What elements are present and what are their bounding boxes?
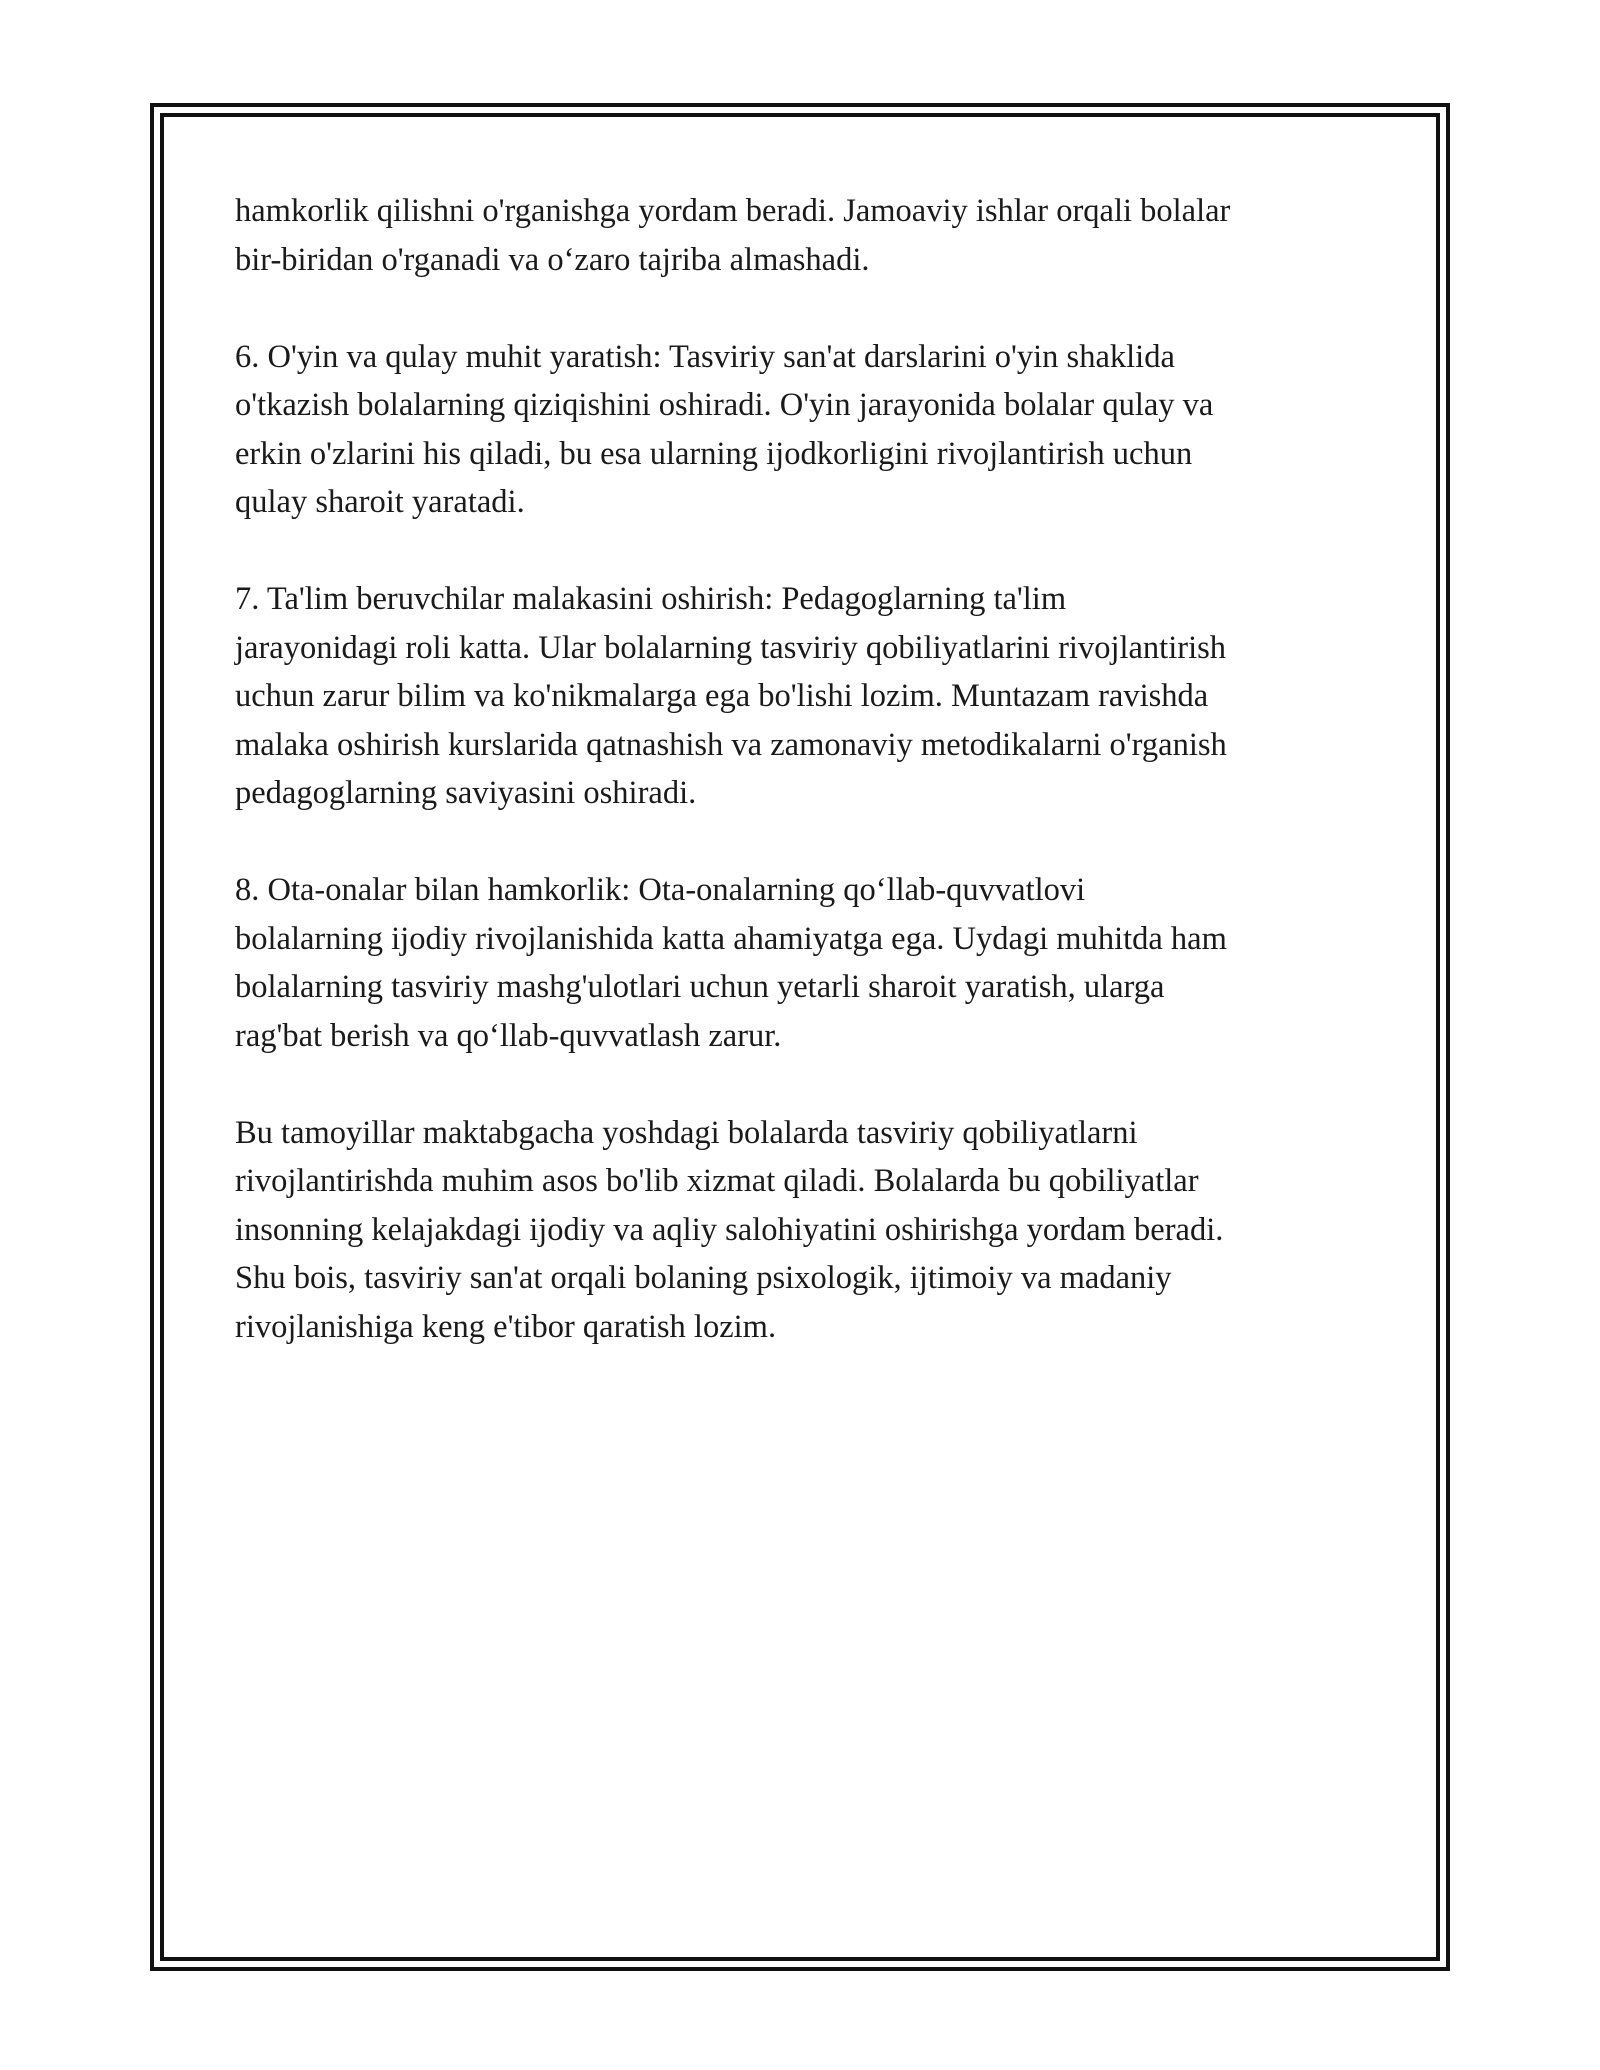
paragraph-item-6: 6. O'yin va qulay muhit yaratish: Tasviriy san'at darslarini o'yin shaklida o'tkazish bolalarning qiziqishini oshiradi. O'yin jarayonida bolalar qulay va erkin o'zlarini his qiladi, bu esa ularning ijodkorligini rivojlantirish uchun qulay sharoit yaratadi. [235, 338, 1214, 520]
paragraph-item-8: 8. Ota-onalar bilan hamkorlik: Ota-onalarning qo‘llab-quvvatlovi bolalarning ijodiy rivojlanishida katta ahamiyatga ega. Uydagi muhitda ham bolalarning tasviriy mashg'ulotlari uchun yetarli sharoit yaratish, ularga rag'bat berish va qo‘llab-quvvatlash zarur. [235, 872, 1227, 1054]
paragraph-continuation: hamkorlik qilishni o'rganishga yordam beradi. Jamoaviy ishlar orqali bolalar bir-biridan o'rganadi va o‘zaro tajriba almashadi. [235, 193, 1231, 278]
paragraph-conclusion: Bu tamoyillar maktabgacha yoshdagi bolalarda tasviriy qobiliyatlarni rivojlantirishda muhim asos bo'lib xizmat qiladi. Bolalarda bu qobiliyatlar insonning kelajakdagi ijodiy va aqliy salohiyatini oshirishga yordam beradi. Shu bois, tasviriy san'at orqali bolaning psixologik, ijtimoiy va madaniy rivojlanishiga keng e'tibor qaratish lozim. [235, 1114, 1224, 1345]
paragraph-item-7: 7. Ta'lim beruvchilar malakasini oshirish: Pedagoglarning ta'lim jarayonidagi roli katta. Ular bolalarning tasviriy qobiliyatlarini rivojlantirish uchun zarur bilim va ko'nikmalarga ega bo'lishi lozim. Muntazam ravishda malaka oshirish kurslarida qatnashish va zamonaviy metodikalarni o'rganish pedagoglarning saviyasini oshiradi. [235, 581, 1227, 811]
page-body [235, 187, 1375, 1400]
